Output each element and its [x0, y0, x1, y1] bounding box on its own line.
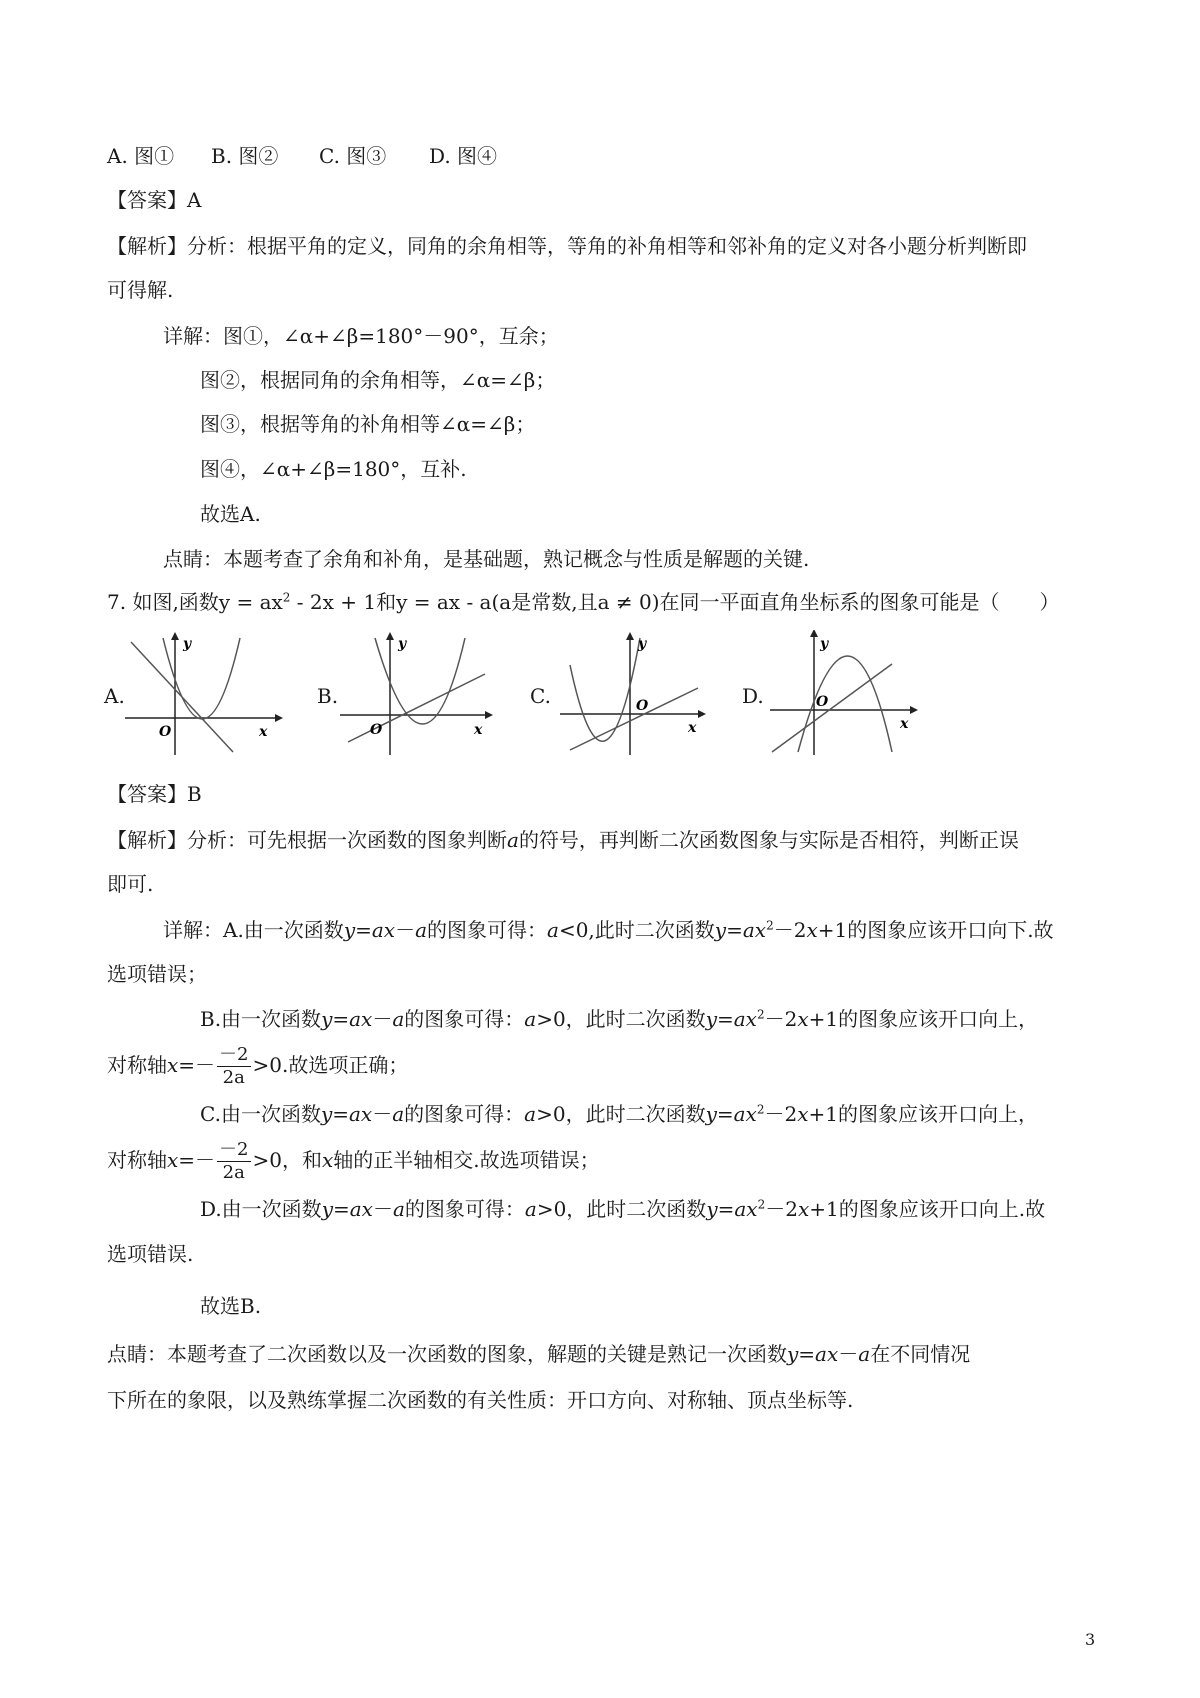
- t: +1的图象应该开口向上.故: [809, 1197, 1046, 1221]
- q7-detail-d-line2: 选项错误.: [107, 1242, 194, 1266]
- q6-options: [107, 142, 497, 170]
- t: a: [392, 1102, 405, 1126]
- t: 的图象可得：: [404, 1102, 525, 1126]
- q7-analysis-1: 【解析】分析：可先根据一次函数的图象判断: [107, 828, 507, 852]
- q7-stem-suffix: 在同一平面直角坐标系的图象可能是（ ）: [659, 590, 1060, 614]
- t: y=ax: [321, 1007, 373, 1031]
- x-label: x: [474, 722, 483, 738]
- q6-option-c: C. 图③: [319, 144, 387, 168]
- t: >0，此时二次函数: [536, 1197, 707, 1221]
- t: a: [858, 1342, 871, 1366]
- t: =－: [178, 1053, 216, 1077]
- t: 在不同情况: [870, 1342, 971, 1366]
- t: +1的图象应该开口向上，: [808, 1102, 1038, 1126]
- origin-label: O: [159, 724, 172, 740]
- q7-graph-label-b: B.: [317, 684, 339, 708]
- numerator: －2: [219, 1139, 249, 1160]
- t: －2: [773, 918, 807, 942]
- t: －: [372, 1102, 393, 1126]
- q7-detail-c-line1: [200, 1100, 1038, 1128]
- x-arrow-icon: [910, 706, 918, 714]
- q7-detail-c-line2: [107, 1135, 600, 1185]
- q7-graph-a: [125, 630, 285, 760]
- t: a: [524, 1197, 537, 1221]
- t: －: [372, 1197, 393, 1221]
- fraction: [217, 1139, 250, 1184]
- y-label: y: [398, 636, 407, 652]
- q6-option-a: A. 图①: [107, 144, 175, 168]
- t: x: [797, 1197, 810, 1221]
- q7-detail-b-line2: [107, 1040, 408, 1090]
- t: －: [838, 1342, 859, 1366]
- q7-formula-quadratic-exp: 2: [282, 590, 291, 605]
- q7-graph-label-a: A.: [104, 684, 125, 708]
- t: a: [392, 1197, 405, 1221]
- t: <0,此时二次函数: [558, 918, 715, 942]
- y-label: y: [820, 636, 829, 652]
- t: x: [806, 918, 818, 942]
- t: 点睛：本题考查了二次函数以及一次函数的图象，解题的关键是熟记一次函数: [107, 1342, 787, 1366]
- numerator: －2: [219, 1044, 249, 1065]
- t: 对称轴: [107, 1148, 167, 1172]
- q7-analysis-line2: 即可.: [107, 872, 154, 896]
- x-arrow-icon: [698, 710, 706, 718]
- t: x: [797, 1007, 809, 1031]
- t: －: [372, 1007, 393, 1031]
- q7-graph-label-c: C.: [530, 684, 551, 708]
- x-arrow-icon: [485, 711, 493, 719]
- x-label: x: [688, 720, 697, 736]
- t: x: [167, 1053, 179, 1077]
- t: a: [392, 1007, 405, 1031]
- t: －2: [764, 1102, 798, 1126]
- t: 2: [756, 1007, 765, 1022]
- t: y=ax: [705, 1102, 757, 1126]
- t: y=ax: [705, 1007, 757, 1031]
- q6-option-d: D. 图④: [429, 144, 498, 168]
- q6-analysis-line1: 【解析】分析：根据平角的定义，同角的余角相等，等角的补角相等和邻补角的定义对各小题分析判断即: [107, 234, 1027, 258]
- q7-graph-d: [770, 630, 930, 760]
- fraction: [217, 1044, 250, 1089]
- q7-choose: 故选B.: [200, 1294, 262, 1318]
- t: a: [415, 918, 428, 942]
- t: 2: [766, 918, 774, 933]
- q7-stem-prefix: 7. 如图,函数: [107, 590, 219, 614]
- q7-stem-condition: (a是常数,且a ≠ 0): [491, 590, 660, 614]
- t: 的图象可得：: [427, 918, 548, 942]
- t: 对称轴: [107, 1053, 167, 1077]
- t: a: [547, 918, 559, 942]
- t: >0，此时二次函数: [536, 1102, 706, 1126]
- y-arrow-icon: [386, 632, 394, 640]
- q6-analysis-line2: 可得解.: [107, 278, 174, 302]
- line: [131, 642, 233, 752]
- y-arrow-icon: [171, 632, 179, 640]
- x-label: x: [259, 724, 268, 740]
- t: y=ax: [343, 918, 396, 942]
- q6-detail-4: 图④，∠α+∠β=180°，互补.: [200, 457, 467, 481]
- q7-graph-c: [560, 630, 720, 760]
- t: =－: [178, 1148, 216, 1172]
- t: D.由一次函数: [200, 1197, 322, 1221]
- denominator: 2a: [222, 1162, 245, 1183]
- q7-formula-quadratic-a: y = ax: [218, 590, 283, 614]
- t: 的图象可得：: [404, 1007, 525, 1031]
- x-label: x: [900, 716, 909, 732]
- y-arrow-icon: [810, 630, 818, 637]
- q6-answer: 【答案】A: [107, 188, 202, 212]
- q7-detail-a-line1: [163, 916, 1054, 944]
- t: －2: [764, 1007, 798, 1031]
- q7-detail-a-line2: 选项错误；: [107, 962, 207, 986]
- q7-detail-d-line1: [200, 1195, 1045, 1223]
- t: 2: [757, 1197, 766, 1212]
- t: x: [321, 1148, 334, 1172]
- q7-stem-and: 和: [376, 590, 397, 614]
- x-arrow-icon: [275, 714, 283, 722]
- t: 详解：A.由一次函数: [163, 918, 344, 942]
- t: a: [524, 1007, 537, 1031]
- page-number: 3: [1085, 1630, 1096, 1649]
- q6-choose: 故选A.: [200, 502, 261, 526]
- q7-formula-linear: y = ax - a: [396, 590, 492, 614]
- t: x: [167, 1148, 179, 1172]
- q7-analysis-var-a: a: [507, 828, 519, 852]
- q7-answer: 【答案】B: [107, 782, 202, 806]
- parabola: [798, 656, 892, 752]
- t: a: [524, 1102, 537, 1126]
- t: >0，此时二次函数: [536, 1007, 706, 1031]
- denominator: 2a: [222, 1067, 245, 1088]
- q7-comment-line1: [107, 1340, 970, 1368]
- y-arrow-icon: [626, 632, 634, 640]
- t: y=ax: [321, 1197, 373, 1221]
- t: C.由一次函数: [200, 1102, 321, 1126]
- t: y=ax: [714, 918, 767, 942]
- t: >0，和: [252, 1148, 322, 1172]
- t: x: [797, 1102, 809, 1126]
- t: 轴的正半轴相交.故选项错误；: [333, 1148, 600, 1172]
- q7-detail-b-line1: [200, 1005, 1038, 1033]
- origin-label: O: [370, 722, 383, 738]
- line: [570, 688, 698, 750]
- q7-graph-label-d: D.: [742, 684, 764, 708]
- q7-analysis-line1: [107, 826, 1019, 854]
- line: [772, 664, 892, 752]
- t: －2: [765, 1197, 798, 1221]
- t: y=ax: [706, 1197, 758, 1221]
- q7-formula-quadratic-b: - 2x + 1: [290, 590, 377, 614]
- t: >0.故选项正确；: [252, 1053, 409, 1077]
- q6-detail-1: 详解：图①，∠α+∠β=180°－90°，互余；: [163, 324, 559, 348]
- q7-graph-b: [340, 630, 500, 760]
- t: +1的图象应该开口向下.故: [817, 918, 1054, 942]
- t: y=ax: [320, 1102, 373, 1126]
- q7-stem: [107, 588, 1060, 616]
- origin-label: O: [636, 698, 649, 714]
- y-label: y: [183, 636, 192, 652]
- parabola: [375, 638, 465, 724]
- y-label: y: [638, 636, 647, 652]
- q6-option-b: B. 图②: [211, 144, 279, 168]
- q6-detail-3: 图③，根据等角的补角相等∠α=∠β；: [200, 412, 536, 436]
- q7-analysis-1b: 的符号，再判断二次函数图象与实际是否相符，判断正误: [518, 828, 1019, 852]
- t: 2: [756, 1102, 765, 1117]
- t: －: [395, 918, 416, 942]
- origin-label: O: [816, 694, 829, 710]
- t: B.由一次函数: [200, 1007, 322, 1031]
- t: y=ax: [787, 1342, 839, 1366]
- t: 的图象可得：: [404, 1197, 525, 1221]
- t: +1的图象应该开口向上，: [808, 1007, 1039, 1031]
- q7-comment-line2: 下所在的象限，以及熟练掌握二次函数的有关性质：开口方向、对称轴、顶点坐标等.: [107, 1388, 854, 1412]
- line: [348, 674, 485, 742]
- q7-formula-quadratic: [219, 590, 376, 614]
- q6-detail-2: 图②，根据同角的余角相等，∠α=∠β；: [200, 368, 556, 392]
- q6-comment: 点睛：本题考查了余角和补角，是基础题，熟记概念与性质是解题的关键.: [163, 547, 810, 571]
